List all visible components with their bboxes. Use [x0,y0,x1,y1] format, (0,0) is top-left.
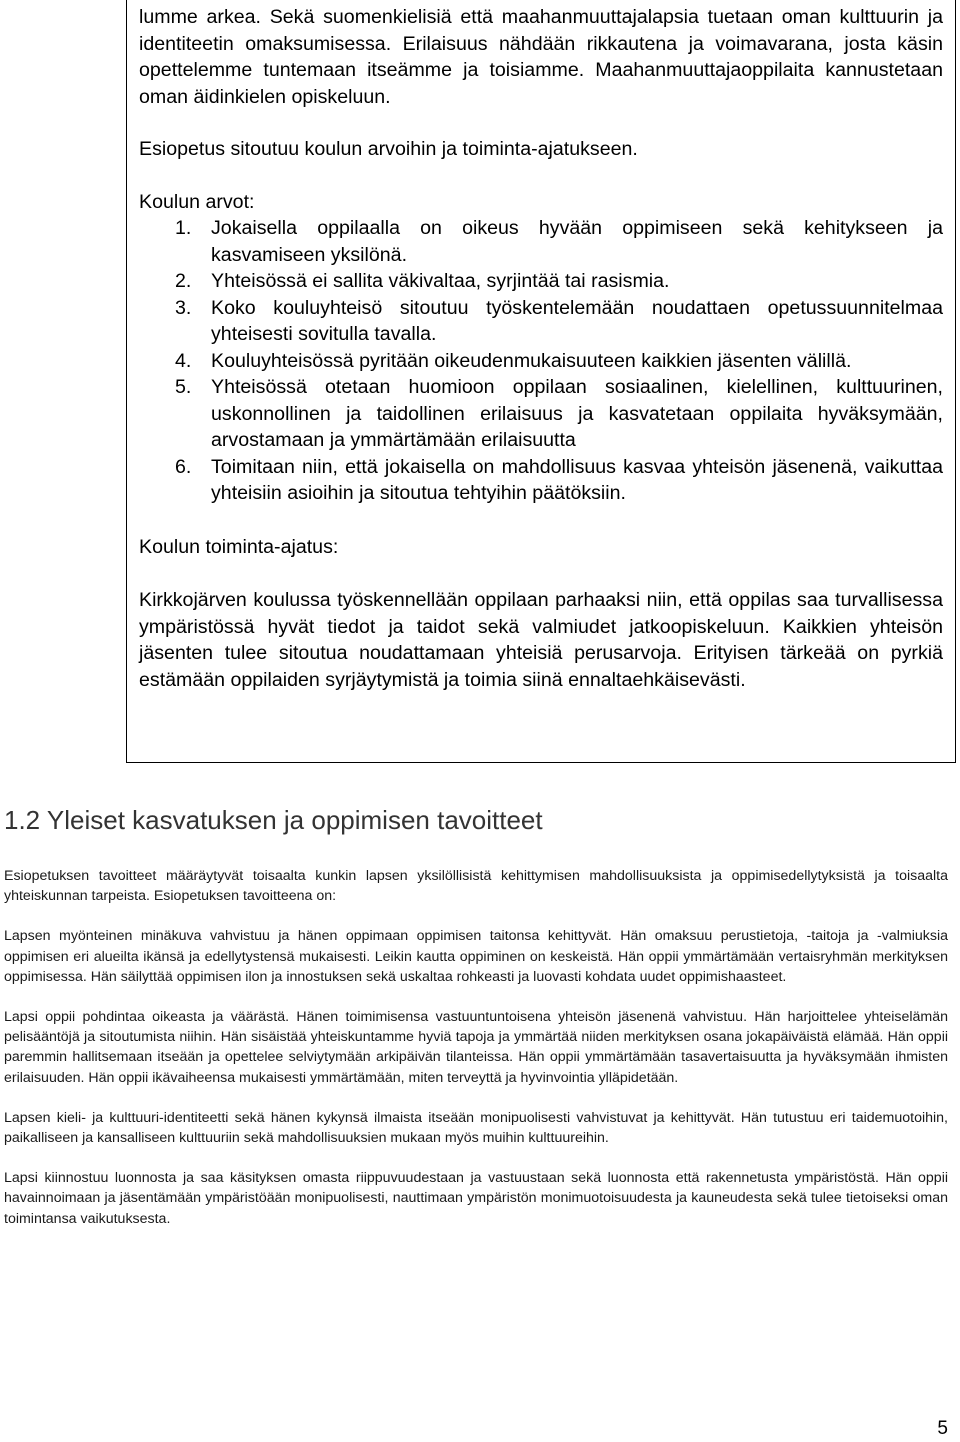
values-list-item [139,454,943,507]
list-item-number: 6. [175,455,192,478]
intro-paragraph: lumme arkea. Sekä suomenkielisiä että maahanmuuttajalapsia tuetaan oman kulttuurin ja identiteetin omaksumisessa. Erilaisuus nähdään rikkautena ja voimavarana, josta käsin opettelemme tuntemaan itseämme ja toisiamme. Maahanmuuttajaoppilaita kannustetaan oman äidinkielen opiskeluun. [139,6,943,108]
list-item-number: 4. [175,349,192,372]
values-box [126,0,956,763]
list-item-text: Yhteisössä ei sallita väkivaltaa, syrjintää tai rasismia. [211,270,670,292]
values-heading: Koulun arvot: [139,190,255,213]
list-item-text: Yhteisössä otetaan huomioon oppilaan sosiaalinen, kielellinen, kulttuurinen, uskonnollinen ja taidollinen erilaisuus ja kasvatetaan oppilaita hyväksymään, arvostamaan ja ymmärtämään erilaisuutta [211,376,943,451]
spacer [139,560,943,587]
values-list-item [139,348,943,375]
values-list-item [139,295,943,348]
spacer [4,1148,948,1168]
section-paragraph: Lapsen myönteinen minäkuva vahvistuu ja hänen oppimaan oppimisen taitonsa kehittyvät. Hän omaksuu perustietoja, -taitoja ja -valmiuksia oppimisen eri alueilta ikänsä ja edellytystensä mukaisesti. Leikin kautta oppiminen on keskeistä. Hän oppii ymmärtämään vertaisryhmän merkityksen oppimisessa. Hän säilyttää oppimisen ilon ja innostuksen sekä uskaltaa rohkeasti ja luovasti kohdata uudet oppimishaasteet. [4,928,948,985]
section-title: 1.2 Yleiset kasvatuksen ja oppimisen tavoitteet [4,805,543,835]
section-paragraph: Lapsi oppii pohdintaa oikeasta ja väärästä. Hänen toimimisensa vastuuntuntoisena yhteisön jäsenenä vahvistuu. Hän harjoittelee yhteiselämän pelisääntöjä ja sitoutumista niihin. Hän sisäistää yhteiskuntamme hyviä tapoja ja ymmärtää niiden merkityksen osana jokapäiväistä elämää. Hän oppii paremmin hallitsemaan itseään ja opettelee selviytymään arkipäivän tilanteissa. Hän oppii ymmärtämään tasavertaisuutta ja hyväksymään ihmisten erilaisuuden. Hän oppii ikävaiheensa mukaisesti ymmärtämään, miten terveyttä ja hyvinvointia ylläpidetään. [4,1009,948,1086]
section-paragraph: Lapsi kiinnostuu luonnosta ja saa käsityksen omasta riippuvuudestaan ja vastuustaan sekä luonnosta että rakennetusta ympäristöstä. Hän oppii havainnoimaan ja jäsentämään ympäristöään monipuolisesti, nauttimaan ympäristön monimuotoisuudesta ja kauneudesta sekä tulee tietoiseksi oman toimintansa vaikutuksesta. [4,1170,948,1227]
section-paragraph: Lapsen kieli- ja kulttuuri-identiteetti sekä hänen kykynsä ilmaista itseään monipuolisesti vahvistuvat ja kehittyvät. Hän tutustuu eri taidemuotoihin, paikalliseen ja kansalliseen kulttuuriin sekä mahdollisuuksien mukaan myös muihin kulttuureihin. [4,1109,948,1147]
spacer [4,906,948,926]
list-item-number: 3. [175,296,192,319]
spacer [4,987,948,1007]
page-number: 5 [937,1418,948,1439]
list-item-text: Jokaisella oppilaalla on oikeus hyvään oppimiseen sekä kehitykseen ja kasvamiseen yksilönä. [211,217,943,266]
list-item-text: Kouluyhteisössä pyritään oikeudenmukaisuuteen kaikkien jäsenten välillä. [211,349,852,372]
spacer [4,1088,948,1108]
list-item-text: Koko kouluyhteisö sitoutuu työskentelemään noudattaen opetussuunnitelmaa yhteisesti sovitulla tavalla. [211,296,943,345]
values-list-item [139,268,943,295]
mission-paragraph: Kirkkojärven koulussa työskennellään oppilaan parhaaksi niin, että oppilas saa turvallisessa ympäristössä hyvät tiedot ja taidot sekä valmiudet jatkoopiskeluun. Kaikkien yhteisön jäsenten tulee sitoutua noudattamaan yhteisiä perusarvoja. Erityisen tärkeää on pyrkiä estämään oppilaiden syrjäytymistä ja toimia siinä ennaltaehkäisevästi. [139,589,943,691]
values-list [139,215,943,507]
spacer [139,507,943,534]
spacer [139,110,943,136]
values-list-item [139,215,943,268]
list-item-number: 5. [175,376,192,398]
list-item-text: Toimitaan niin, että jokaisella on mahdollisuus kasvaa yhteisön jäsenenä, vaikuttaa yhteisiin asioihin ja sitoutua tehtyihin päätöksiin. [211,455,943,504]
list-item-number: 1. [175,217,192,239]
section-intro: Esiopetuksen tavoitteet määräytyvät toisaalta kunkin lapsen yksilöllisistä kehittymisen mahdollisuuksista ja oppimisedellytyksistä ja toisaalta yhteiskunnan tarpeista. Esiopetuksen tavoitteena on: [4,868,948,905]
mission-heading: Koulun toiminta-ajatus: [139,535,339,558]
commitment-statement: Esiopetus sitoutuu koulun arvoihin ja toiminta-ajatukseen. [139,138,638,160]
spacer [139,163,943,189]
list-item-number: 2. [175,270,192,292]
values-list-item [139,374,943,454]
section-body [4,866,948,1229]
